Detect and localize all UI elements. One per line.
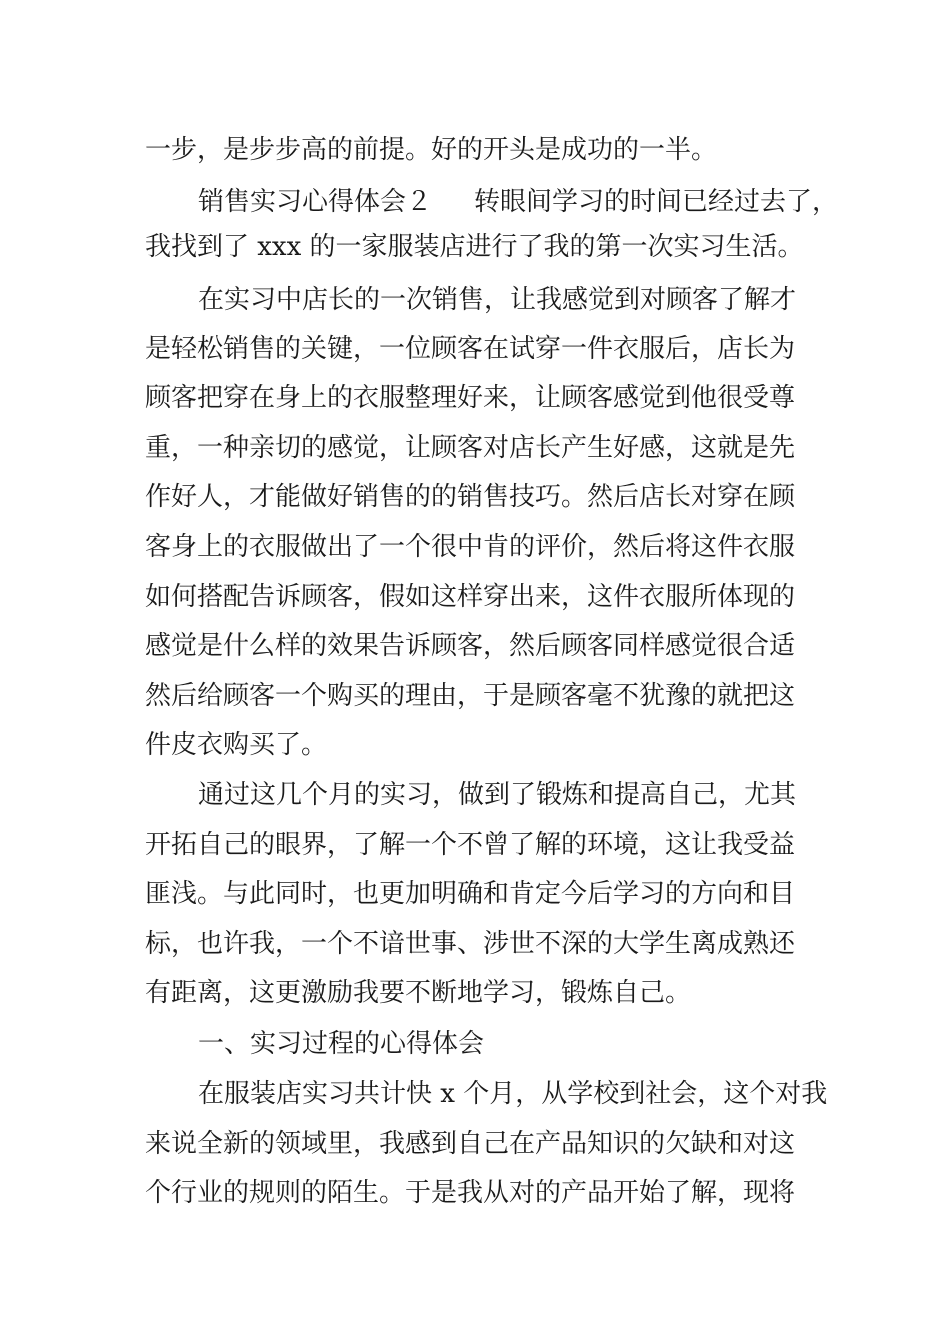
text-line: 匪浅。与此同时，也更加明确和肯定今后学习的方向和目 [145,879,796,909]
text-line: 我找到了 xxx 的一家服装店进行了我的第一次实习生活。 [145,232,804,262]
text-line: 是轻松销售的关键，一位顾客在试穿一件衣服后，店长为 [145,334,796,364]
section-heading: 一、实习过程的心得体会 [198,1029,485,1059]
text-line: 客身上的衣服做出了一个很中肯的评价，然后将这件衣服 [145,532,796,562]
text-line: 个行业的规则的陌生。于是我从对的产品开始了解，现将 [145,1178,796,1208]
article-heading-line [198,177,898,227]
text-line: 感觉是什么样的效果告诉顾客，然后顾客同样感觉很合适 [145,631,796,661]
text-line: 件皮衣购买了。 [145,730,328,760]
text-line: 标，也许我，一个不谙世事、涉世不深的大学生离成熟还 [145,929,796,959]
text-line: 有距离，这更激励我要不断地学习，锻炼自己。 [145,978,692,1008]
article-title: 销售实习心得体会２ [198,187,433,217]
paragraph-first-line: 在服装店实习共计快 x 个月，从学校到社会，这个对我 [198,1079,828,1109]
text-line: 然后给顾客一个购买的理由，于是顾客毫不犹豫的就把这 [145,681,796,711]
text-line: 如何搭配告诉顾客，假如这样穿出来，这件衣服所体现的 [145,582,796,612]
text-line: 来说全新的领域里，我感到自己在产品知识的欠缺和对这 [145,1129,796,1159]
text-line: 一步，是步步高的前提。好的开头是成功的一半。 [145,135,718,165]
paragraph-first-line: 在实习中店长的一次销售，让我感觉到对顾客了解才 [198,285,797,315]
article-intro-text: 转眼间学习的时间已经过去了， [474,187,839,217]
paragraph-first-line: 通过这几个月的实习，做到了锻炼和提高自己，尤其 [198,780,797,810]
text-line: 作好人，才能做好销售的的销售技巧。然后店长对穿在顾 [145,482,796,512]
text-line: 顾客把穿在身上的衣服整理好来，让顾客感觉到他很受尊 [145,383,796,413]
text-line: 开拓自己的眼界，了解一个不曾了解的环境，这让我受益 [145,830,796,860]
text-line: 重，一种亲切的感觉，让顾客对店长产生好感，这就是先 [145,433,796,463]
